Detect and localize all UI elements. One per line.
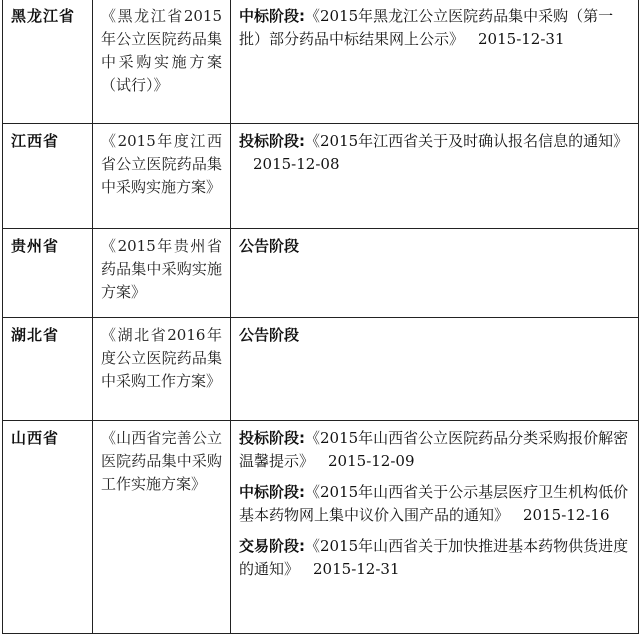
- table-row: [3, 229, 639, 318]
- stage-cell: [231, 318, 639, 421]
- table-row: [3, 124, 639, 229]
- stage-label: 公告阶段: [239, 326, 300, 344]
- stage-label: 中标阶段:: [239, 7, 305, 25]
- stage-notice-title: 《2015年江西省关于及时确认报名信息的通知》: [305, 132, 629, 150]
- stage-entry: [239, 427, 630, 473]
- stage-entry: [239, 5, 630, 51]
- stage-label: 中标阶段:: [239, 483, 305, 501]
- plan-cell: 《2015年度江西省公立医院药品集中采购实施方案》: [93, 124, 231, 229]
- plan-cell: 《山西省完善公立医院药品集中采购工作实施方案》: [93, 421, 231, 634]
- stage-entry: [239, 324, 630, 347]
- stage-date: 2015-12-31: [313, 560, 400, 578]
- stage-notice-title: 《2015年山西省关于公示基层医疗卫生机构低价基本药物网上集中议价入围产品的通知》: [239, 483, 629, 524]
- province-procurement-table: [2, 0, 639, 634]
- province-cell: 湖北省: [3, 318, 93, 421]
- stage-label: 公告阶段: [239, 237, 300, 255]
- plan-cell: 《2015年贵州省药品集中采购实施方案》: [93, 229, 231, 318]
- stage-date: 2015-12-31: [478, 30, 565, 48]
- stage-cell: [231, 229, 639, 318]
- stage-notice-title: 《2015年黑龙江公立医院药品集中采购（第一批）部分药品中标结果网上公示》: [239, 7, 614, 48]
- stage-entry: [239, 130, 630, 176]
- province-cell: 江西省: [3, 124, 93, 229]
- province-cell: 黑龙江省: [3, 0, 93, 124]
- plan-cell: 《湖北省2016年度公立医院药品集中采购工作方案》: [93, 318, 231, 421]
- stage-entry: [239, 481, 630, 527]
- stage-cell: [231, 421, 639, 634]
- stage-label: 交易阶段:: [239, 537, 305, 555]
- stage-entry: [239, 235, 630, 258]
- table-row: [3, 0, 639, 124]
- stage-cell: [231, 124, 639, 229]
- stage-notice-title: 《2015年山西省关于加快推进基本药物供货进度的通知》: [239, 537, 629, 578]
- stage-date: 2015-12-09: [328, 452, 415, 470]
- stage-label: 投标阶段:: [239, 429, 305, 447]
- stage-date: 2015-12-08: [253, 155, 340, 173]
- table-row: [3, 318, 639, 421]
- table-row: [3, 421, 639, 634]
- stage-date: 2015-12-16: [523, 506, 610, 524]
- stage-label: 投标阶段:: [239, 132, 305, 150]
- stage-cell: [231, 0, 639, 124]
- province-cell: 贵州省: [3, 229, 93, 318]
- stage-entry: [239, 535, 630, 581]
- province-cell: 山西省: [3, 421, 93, 634]
- stage-notice-title: 《2015年山西省公立医院药品分类采购报价解密温馨提示》: [239, 429, 629, 470]
- plan-cell: 《黑龙江省2015年公立医院药品集中采购实施方案（试行）》: [93, 0, 231, 124]
